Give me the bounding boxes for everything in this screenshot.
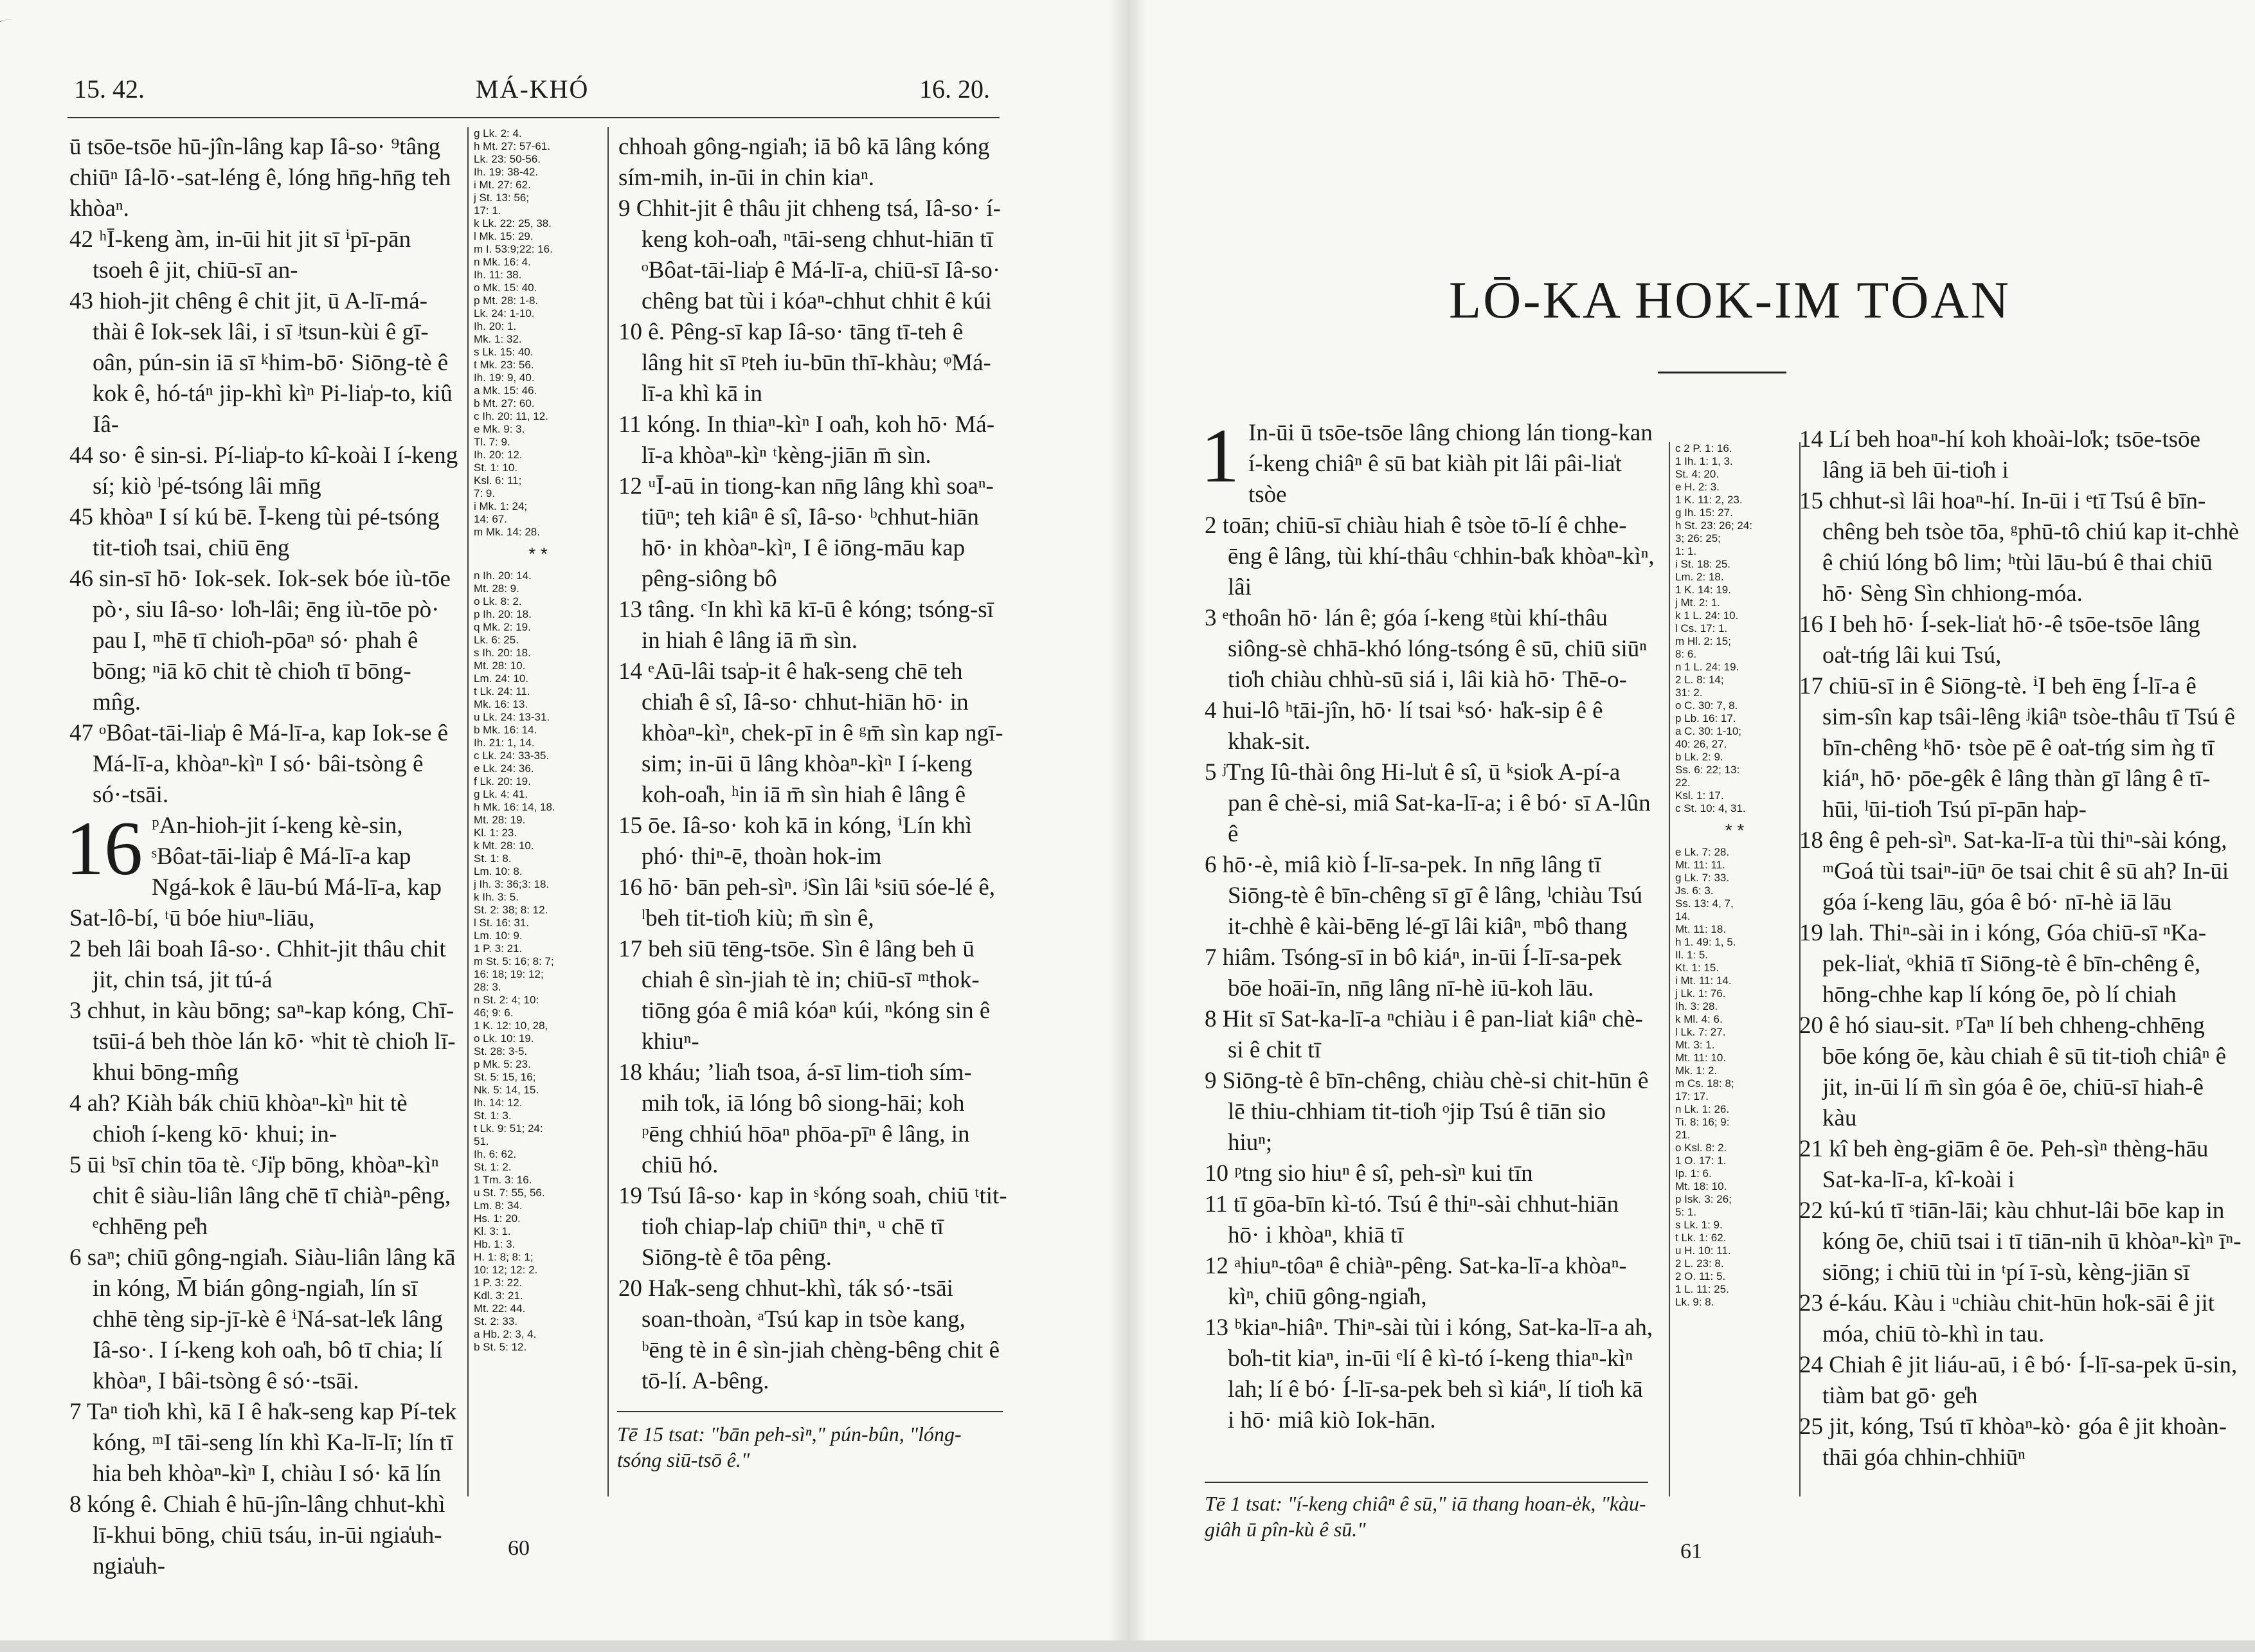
cross-reference: c Ih. 20: 11, 12. [474,410,548,422]
cross-reference: j Lk. 1: 76. [1675,987,1726,1000]
cross-reference: e H. 2: 3. [1675,481,1720,493]
verse: 44 so· ê sin-si. Pí-lia̍p-to kî-koài I í-keng sí; kiò ˡpé-tsóng lâi mn̄g [69,442,458,499]
cross-reference: e Lk. 24: 36. [474,762,534,775]
cross-reference: 17: 17. [1675,1090,1709,1102]
cross-reference: Ih. 20: 1. [474,320,517,332]
verse: 46 sin-sī hō· Iok-sek. Iok-sek bóe iù-tōe pò·, siu Iâ-so· lo̍h-lâi; ēng iù-tōe pò· pau I, ᵐhē tī chio̍h-pōaⁿ só· phah ê bōng; ⁿiā kō chit tè chio̍h tī bōng-mn̂g. [69,566,451,715]
cross-reference: Lm. 2: 18. [1675,571,1724,583]
cross-reference: o Lk. 10: 19. [474,1032,534,1045]
verse: 45 khòaⁿ I sí kú bē. Ī-keng tùi pé-tsóng tit-tio̍h tsai, chiū ēng [69,504,440,561]
verse: 10 ᵖtng sio hiuⁿ ê sî, peh-sìⁿ kui tīn [1205,1160,1533,1187]
cross-reference: Tl. 7: 9. [474,436,510,448]
page-curl [0,19,54,1652]
cross-reference: Kdl. 3: 21. [474,1289,523,1302]
header-left-reference: 15. 42. [74,75,145,103]
cross-reference: 1 Ih. 1: 1, 3. [1675,455,1733,467]
verse: 24 Chiah ê jit liáu-aū, i ê bó· Í-lī-sa-pek ū-sin, tiàm bat gō· ge̍h [1799,1352,2238,1409]
cross-reference: 1 P. 3: 21. [474,942,523,955]
chapter-block [1201,413,1655,510]
verse: 6 saⁿ; chiū gông-ngia̍h. Siàu-liân lâng kā in kóng, M̄ bián gông-ngia̍h, lín sī chhē tèng sip-jī-kè ê ⁱNá-sat-le̍k lâng Iâ-so·. I í-keng koh oa̍h, bô tī chia; lí khòaⁿ, I bâi-tsòng ê só·-tsāi. [69,1244,456,1394]
spine-shadow [1108,0,1128,1640]
cross-reference: m Hl. 2: 15; [1675,635,1731,647]
cross-reference: Hb. 1: 3. [474,1238,516,1250]
cross-reference: Mt. 22: 44. [474,1302,526,1315]
cross-reference: Ih. 19: 38-42. [474,166,539,178]
cross-reference: m Cs. 18: 8; [1675,1077,1734,1090]
verse: 9 Siōng-tè ê bīn-chêng, chiàu chè-si chit-hūn ê lē thiu-chhiam tit-tio̍h ᵒjip Tsú ê tiān sio hiuⁿ; [1205,1068,1649,1156]
section-divider-stars: * * [1725,820,1745,840]
cross-reference: 1 K. 12: 10, 28, [474,1019,548,1032]
verse: ū tsōe-tsōe hū-jîn-lâng kap Iâ-so· ⁹tâng chiūⁿ Iâ-lō·-sat-léng ê, lóng hn̄g-hn̄g teh khòaⁿ. [69,134,451,222]
verse: 13 tâng. ᶜIn khì kā kī-ū ê kóng; tsóng-sī in hiah ê lâng iā m̄ sìn. [618,597,994,654]
cross-reference: j Mt. 2: 1. [1675,597,1720,609]
verse: 43 hioh-jit chêng ê chit jit, ū A-lī-má-thài ê Iok-sek lâi, i sī ʲtsun-kùi ê gī-oân, pún-sin iā sī ᵏhim-bō· Siōng-tè ê kok ê, hó-táⁿ jip-khì kìⁿ Pi-lia̍p-to, kiû Iâ- [69,288,453,438]
cross-reference: s Lk. 1: 9. [1675,1219,1723,1231]
left-cross-references [467,127,609,1496]
right-text-column-2 [1799,424,2243,1626]
cross-reference: g Ih. 15: 27. [1675,507,1733,519]
cross-reference: i Mk. 1: 24; [474,500,528,512]
cross-reference: Lm. 8: 34. [474,1199,523,1212]
cross-reference: Ih. 20: 12. [474,449,523,461]
verse: 2 beh lâi boah Iâ-so·. Chhit-jit thâu chit jit, chin tsá, jit tú-á [69,936,446,993]
cross-reference: j St. 13: 56; [474,192,529,204]
cross-reference: m I. 53:9;22: 16. [474,243,553,255]
verse: In-ūi ū tsōe-tsōe lâng chiong lán tiong-kan í-keng chiâⁿ ê sū bat kiàh pit lâi pâi-lia̍t tsòe [1248,420,1653,508]
left-text-column-2 [618,132,1007,1392]
chapter-number: 1 [1201,413,1239,498]
cross-reference: g Lk. 2: 4. [474,127,522,139]
cross-reference: Lm. 10: 9. [474,929,523,942]
cross-reference: l Cs. 17: 1. [1675,622,1728,634]
cross-reference: m Mk. 14: 28. [474,526,540,538]
cross-reference: 46; 9: 6. [474,1007,514,1019]
verse: 21 kî beh èng-giām ê ōe. Peh-sìⁿ thèng-hāu Sat-ka-lī-a, kî-koài i [1799,1136,2209,1193]
cross-reference: Mt. 11: 10. [1675,1052,1727,1064]
header-book-title: MÁ-KHÓ [476,75,589,103]
cross-reference: s Lk. 15: 40. [474,346,534,358]
cross-reference: Ih. 19: 9, 40. [474,372,535,384]
cross-reference: H. 1: 8; 8: 1; [474,1251,534,1263]
verse: 8 kóng ê. Chiah ê hū-jîn-lâng chhut-khì lī-khui bōng, chiū tsáu, in-ūi ngia̍uh-ngia̍uh- [69,1491,445,1579]
cross-reference: k Lk. 22: 25, 38. [474,217,552,229]
cross-reference: Mt. 28: 10. [474,660,526,672]
chapter-block [66,805,458,934]
cross-reference: Lk. 23: 50-56. [474,153,541,165]
right-page [1128,0,2255,1640]
verse: ᵖAn-hioh-jit í-keng kè-sin, ˢBôat-tāi-lia̍p ê Má-lī-a kap Ngá-kok ê lāu-bú Má-lī-a, kap Sat-lô-bí, ᵗū bóe hiuⁿ-liāu, [69,813,442,931]
cross-reference: St. 1: 8. [474,852,512,865]
cross-reference: l Mk. 15: 29. [474,230,534,242]
header-right-reference: 16. 20. [919,75,990,103]
cross-reference: Lk. 6: 25. [474,634,519,646]
verse: 18 êng ê peh-sìⁿ. Sat-ka-lī-a tùi thiⁿ-sài kóng, ᵐGoá tùi tsaiⁿ-iūⁿ ōe tsai chit ê sū ah? In-ūi góa í-keng lāu, góa ê bó· nī-hè iā lāu [1799,827,2229,915]
cross-reference: h Mk. 16: 14, 18. [474,801,555,813]
cross-reference: Ksl. 1: 17. [1675,789,1724,802]
cross-reference: 28: 3. [474,981,501,993]
cross-reference: 2 L. 8: 14; [1675,674,1724,686]
cross-reference: t Mk. 23: 56. [474,359,534,371]
cross-reference: n St. 2: 4; 10: [474,994,539,1006]
cross-reference: 51. [474,1135,489,1147]
cross-reference: 14: 67. [474,513,507,525]
cross-reference: Mt. 11: 18. [1675,923,1727,935]
cross-reference: Ss. 13: 4, 7, [1675,897,1734,910]
cross-reference: 1 Tm. 3: 16. [474,1174,532,1186]
cross-reference: 21. [1675,1129,1691,1141]
cross-reference: Mt. 28: 19. [474,814,526,826]
cross-reference: i Mt. 11: 14. [1675,974,1732,987]
cross-reference: 5: 1. [1675,1206,1697,1218]
cross-reference: Hs. 1: 20. [474,1212,521,1225]
verse: 14 Lí beh hoaⁿ-hí koh khoài-lo̍k; tsōe-tsōe lâng iā beh ūi-tio̍h i [1799,426,2201,483]
cross-reference: St. 2: 33. [474,1315,518,1327]
verse: 7 Taⁿ tio̍h khì, kā I ê ha̍k-seng kap Pí-tek kóng, ᵐI tāi-seng lín khì Ka-lī-lī; lín tī hia beh khòaⁿ-kìⁿ I, chiàu I só· kā lín [69,1399,457,1487]
cross-reference: Lm. 10: 8. [474,865,523,877]
cross-reference: 7: 9. [474,487,496,499]
verse: 8 Hit sī Sat-ka-lī-a ⁿchiàu i ê pan-lia̍t kiâⁿ chè-si ê chit tī [1205,1006,1643,1063]
cross-reference: St. 5: 15, 16; [474,1071,536,1083]
verse: 20 Ha̍k-seng chhut-khì, ták só·-tsāi soan-thoàn, ᵃTsú kap in tsòe kang, ᵇēng tè in ê sìn-jiah chèng-bêng chit ê tō-lí. A-bêng. [618,1275,1000,1394]
cross-reference: h 1. 49: 1, 5. [1675,936,1736,948]
cross-reference: Mt. 28: 9. [474,582,519,595]
cross-reference: g Lk. 4: 41. [474,788,528,800]
verse: 16 hō· bān peh-sìⁿ. ʲSìn lâi ᵏsiū sóe-lé ê, ˡbeh tit-tio̍h kiù; m̄ sìn ê, [618,874,996,931]
cross-reference: Kl. 1: 23. [474,827,517,839]
cross-reference: p Mt. 28: 1-8. [474,294,539,307]
cross-reference: k Mt. 28: 10. [474,839,534,852]
cross-reference: Il. 1: 5. [1675,949,1709,961]
cross-reference: 22. [1675,777,1691,789]
cross-reference: Nk. 5: 14, 15. [474,1084,539,1096]
verse: 18 kháu; ʼlia̍h tsoa, á-sī lim-tio̍h sím-mih to̍k, iā lóng bô siong-hāi; koh ᵖēng chhiú hōaⁿ phōa-pīⁿ ê lâng, in chiū hó. [618,1059,972,1178]
cross-reference: u St. 7: 55, 56. [474,1187,545,1199]
cross-reference: 10: 12; 12: 2. [474,1264,538,1276]
cross-reference: f Lk. 20: 19. [474,775,531,787]
cross-reference: 1 O. 17: 1. [1675,1154,1727,1167]
cross-reference: o Ksl. 8: 2. [1675,1142,1727,1154]
cross-reference: t Lk. 24: 11. [474,685,530,697]
cross-reference: 31: 2. [1675,687,1703,699]
cross-reference: Mt. 3: 1. [1675,1039,1715,1051]
cross-reference: 1: 1. [1675,545,1697,557]
verse: 11 kóng. In thiaⁿ-kìⁿ I oa̍h, koh hō· Má-lī-a khòaⁿ-kìⁿ ᵗkèng-jiān m̄ sìn. [618,411,995,469]
cross-reference: n Lk. 1: 26. [1675,1103,1730,1115]
cross-reference: t Lk. 9: 51; 24: [474,1122,543,1135]
cross-reference: b Mk. 16: 14. [474,724,537,736]
verse: 16 I beh hō· Í-sek-lia̍t hō·-ê tsōe-tsōe lâng oa̍t-tńg lâi kui Tsú, [1799,611,2200,669]
right-footnote: Tē 1 tsat: "í-keng chiâⁿ ê sū," iā thang hoan-e̍k, "kàu-giâh ū pîn-kù ê sū." [1205,1482,1648,1542]
cross-reference: Js. 6: 3. [1675,884,1714,897]
cross-reference: 2 L. 23: 8. [1675,1257,1724,1270]
cross-reference: a C. 30: 1-10; [1675,725,1742,737]
cross-reference: 1 K. 11: 2, 23. [1675,494,1743,506]
cross-reference: u H. 10: 11. [1675,1244,1731,1257]
title-rule [1658,372,1786,373]
cross-reference: Lk. 9: 8. [1675,1296,1714,1308]
cross-reference: St. 1: 10. [474,462,518,474]
header-rule [67,117,1000,118]
cross-reference: n Mk. 16: 4. [474,256,531,268]
verse: 47 ᵒBôat-tāi-lia̍p ê Má-lī-a, kap Iok-se ê Má-lī-a, khòaⁿ-kìⁿ I só· bâi-tsòng ê só·-tsāi. [69,720,449,808]
cross-reference: St. 1: 3. [474,1109,512,1122]
verse: 9 Chhit-jit ê thâu jit chheng tsá, Iâ-so· í-keng koh-oa̍h, ⁿtāi-seng chhut-hiān tī ᵒBôat-tāi-lia̍p ê Má-lī-a, chiū-sī Iâ-so· chêng bat tùi i kóaⁿ-chhut chhit ê kúi [618,195,1001,314]
left-footnote: Tē 15 tsat: "bān peh-sìⁿ," pún-bûn, "lóng-tsóng siū-tsō ê." [617,1411,1003,1473]
cross-reference: Ti. 8: 16; 9: [1675,1116,1730,1128]
verse: 19 Tsú Iâ-so· kap in ˢkóng soah, chiū ᵗtit-tio̍h chiap-la̍p chiūⁿ thiⁿ, ᵘ chē tī Siōng-tè ê tōa pêng. [618,1183,1007,1271]
cross-reference: 8: 6. [1675,648,1697,660]
spine-shadow [1128,0,1147,1640]
cross-reference: g Lk. 7: 33. [1675,872,1730,884]
verse: 20 ê hó siau-sit. ᵖTaⁿ lí beh chheng-chhēng bōe kóng ōe, kàu chiah ê sū tit-tio̍h chiâⁿ ê jit, in-ūi lí m̄ sìn góa ê ōe, chiū-sī hiah-ê kàu [1799,1012,2227,1131]
cross-reference: 40: 26, 27. [1675,738,1727,750]
cross-reference: Mk. 1: 32. [474,333,522,345]
cross-reference: b Lk. 2: 9. [1675,751,1723,763]
verse: 5 ʲTng Iû-thài ông Hi-lu̍t ê sî, ū ᵏsio̍k A-pí-a pan ê chè-si, miâ Sat-ka-lī-a; i ê bó· sī A-lûn ê [1205,759,1651,847]
cross-reference: Mk. 16: 13. [474,698,528,710]
cross-reference: s Ih. 20: 18. [474,647,531,659]
verse: 3 chhut, in kàu bōng; saⁿ-kap kóng, Chī-tsūi-á beh thòe lán kō· ʷhit tè chio̍h lī-khui bōng-mn̂g [69,998,456,1086]
cross-reference: l St. 16: 31. [474,917,529,929]
cross-reference: 3; 26: 25; [1675,532,1721,544]
verse: 15 chhut-sì lâi hoaⁿ-hí. In-ūi i ᵉtī Tsú ê bīn-chêng beh tsòe tōa, ᵍphū-tô chiú kap it-chhè ê chiú lóng bô lim; ʰtùi lāu-bú ê thai chiū hō· Sèng Sìn chhiong-móa. [1799,488,2240,607]
cross-reference: 14. [1675,910,1691,922]
cross-reference: h Mt. 27: 57-61. [474,140,551,152]
cross-reference: k 1 L. 24: 10. [1675,609,1739,622]
cross-reference: i St. 18: 25. [1675,558,1730,570]
cross-reference: Ih. 6: 62. [474,1148,517,1160]
verse: 10 ê. Pêng-sī kap Iâ-so· tāng tī-teh ê lâng hit sī ᵖteh iu-būn thī-khàu; ᵠMá-lī-a khì kā in [618,319,991,407]
cross-reference: k Ih. 3: 5. [474,891,519,903]
cross-reference: p Isk. 3: 26; [1675,1193,1732,1205]
cross-reference: p Ih. 20: 18. [474,608,532,620]
verse: 42 ʰĪ-keng àm, in-ūi hit jit sī ⁱpī-pān tsoeh ê jit, chiū-sī an- [69,226,411,283]
cross-reference: e Mk. 9: 3. [474,423,525,435]
verse: 7 hiâm. Tsóng-sī in bô kiáⁿ, in-ūi Í-lī-sa-pek bōe hoāi-īn, nn̄g lâng nī-hè iū-koh lāu. [1205,944,1622,1001]
cross-reference: Ip. 1: 6. [1675,1167,1712,1180]
verse: 22 kú-kú tī ˢtiān-lāi; kàu chhut-lâi bōe kap in kóng ōe, chiū tsai i tī tiān-nih ū khòaⁿ-kìⁿ īⁿ-siōng; i chiū tùi in ᵗpí ī-sù, kèng-jiān sī [1799,1198,2242,1286]
cross-reference: a Hb. 2: 3, 4. [474,1328,537,1340]
cross-reference: n 1 L. 24: 19. [1675,661,1739,673]
verse: 25 jit, kóng, Tsú tī khòaⁿ-kò· góa ê jit khoàn-thāi góa chhin-chhiūⁿ [1799,1414,2227,1471]
cross-reference: n Ih. 20: 14. [474,570,532,582]
verse: 6 hō·-è, miâ kiò Í-lī-sa-pek. In nn̄g lâng tī Siōng-tè ê bīn-chêng sī gī ê lâng, ˡchiàu Tsú it-chhè ê kài-bēng lé-gī lâi kiâⁿ, ᵐbô thang [1205,852,1643,940]
verse: 12 ᵘĪ-aū in tiong-kan nn̄g lâng khì soaⁿ-tiūⁿ; teh kiâⁿ ê sî, Iâ-so· ᵇchhut-hiān hō· in khòaⁿ-kìⁿ, I ê iōng-māu kap pêng-siông bô [618,473,994,592]
cross-reference: 1 L. 11: 25. [1675,1283,1729,1295]
left-text-column-1 [66,132,458,1579]
verse: 11 tī gōa-bīn kì-tó. Tsú ê thiⁿ-sài chhut-hiān hō· i khòaⁿ, khiā tī [1205,1191,1619,1248]
cross-reference: c Lk. 24: 33-35. [474,750,550,762]
right-text-column-1 [1201,413,1655,1472]
verse: 4 hui-lô ʰtāi-jîn, hō· lí tsai ᵏsó· ha̍k-sip ê ê khak-sit. [1205,697,1603,755]
cross-reference: Ksl. 6: 11; [474,474,522,487]
cross-reference: j Ih. 3: 36;3: 18. [474,878,550,890]
cross-reference: Ih. 21: 1, 14. [474,737,535,749]
cross-reference: p Lb. 16: 17. [1675,712,1736,724]
verse: 14 ᵉAū-lâi tsa̍p-it ê ha̍k-seng chē teh chia̍h ê sî, Iâ-so· chhut-hiān hō· in khòaⁿ-kìⁿ, chek-pī in ê ᵍm̄ sìn kap ngī-sim; in-ūi ū lâng khòaⁿ-kìⁿ I í-keng koh-oa̍h, ʰin iā m̄ sìn hiah ê lâng ê [618,658,1003,808]
verse: chhoah gông-ngia̍h; iā bô kā lâng kóng sím-mih, in-ūi in chin kiaⁿ. [618,134,990,191]
verse: 13 ᵇkiaⁿ-hiâⁿ. Thiⁿ-sài tùi i kóng, Sat-ka-lī-a ah, bo̍h-tit kiaⁿ, in-ūi ᵉlí ê kì-tó í-keng thiaⁿ-kìⁿ lah; lí ê bó· Í-lī-sa-pek beh sì kiáⁿ, lí tio̍h kā i hō· miâ kiò Iok-hān. [1205,1315,1653,1433]
cross-reference: Mt. 18: 10. [1675,1180,1727,1192]
cross-reference: 16: 18; 19: 12; [474,968,544,980]
verse: 15 ōe. Iâ-so· koh kā in kóng, ⁱLín khì phó· thiⁿ-ē, thoàn hok-im [618,813,973,870]
cross-reference: 2 O. 11: 5. [1675,1270,1726,1282]
verse: 4 ah? Kiàh bák chiū khòaⁿ-kìⁿ hit tè chio̍h í-keng kō· khui; in- [69,1090,408,1147]
cross-reference: Lm. 24: 10. [474,672,529,685]
verse: 12 ᵃhiuⁿ-tôaⁿ ê chiàⁿ-pêng. Sat-ka-lī-a khòaⁿ-kìⁿ, chiū gông-ngia̍h, [1205,1253,1627,1310]
cross-reference: St. 2: 38; 8: 12. [474,904,548,916]
chapter-number: 16 [66,805,143,891]
right-cross-references [1669,442,1801,1496]
cross-reference: a Mk. 15: 46. [474,384,537,397]
cross-reference: 1 K. 14: 19. [1675,584,1731,596]
cross-reference: k Ml. 4: 6. [1675,1013,1723,1025]
cross-reference: St. 1: 2. [474,1161,512,1173]
verse: 23 é-káu. Kàu i ᵘchiàu chit-hūn ho̍k-sāi ê jit móa, chiū tò-khì in tau. [1799,1290,2215,1347]
cross-reference: St. 28: 3-5. [474,1045,528,1057]
section-divider-stars: * * [528,544,548,564]
cross-reference: Kt. 1: 15. [1675,962,1720,974]
book-title: LŌ-KA HOK-IM TŌAN [1449,271,2011,329]
verse: 19 lah. Thiⁿ-sài in i kóng, Góa chiū-sī ⁿKa-pek-lia̍t, ᵒkhiā tī Siōng-tè ê bīn-chêng ê, hōng-chhe kap lí kóng ōe, pò lí chiah [1799,920,2207,1008]
left-page-number: 60 [508,1536,530,1560]
cross-reference: Ih. 3: 28. [1675,1000,1718,1012]
cross-reference: o Mk. 15: 40. [474,282,537,294]
cross-reference: p Mk. 5: 23. [474,1058,531,1070]
cross-reference: Ih. 14: 12. [474,1097,523,1109]
cross-reference: i Mt. 27: 62. [474,179,531,191]
left-page [0,0,1128,1640]
cross-reference: Mk. 1: 2. [1675,1064,1718,1077]
cross-reference: m St. 5: 16; 8: 7; [474,955,554,967]
verse: 5 ūi ᵇsī chin tōa tè. ᶜJi̍p bōng, khòaⁿ-kìⁿ chit ê siàu-liân lâng chē tī chiàⁿ-pêng, ᵉchhēng pe̍h [69,1152,451,1240]
cross-reference: 17: 1. [474,204,501,217]
cross-reference: c St. 10: 4, 31. [1675,802,1746,814]
verse: 2 toān; chiū-sī chiàu hiah ê tsòe tō-lí ê chhe-ēng ê lâng, tùi khí-thâu ᶜchhin-ba̍k khòaⁿ-kìⁿ, lâi [1205,512,1655,600]
cross-reference: b St. 5: 12. [474,1341,527,1353]
cross-reference: Lk. 24: 1-10. [474,307,535,319]
cross-reference: Ss. 6: 22; 13: [1675,764,1740,776]
right-page-number: 61 [1680,1540,1702,1563]
cross-reference: o Lk. 8: 2. [474,595,522,607]
verse: 3 ᵉthoân hō· lán ê; góa í-keng ᵍtùi khí-thâu siông-sè chhā-khó lóng-tsóng ê sū, chiū siūⁿ tio̍h chiàu chhù-sū siá i, lâi kià hō· Thē-o- [1205,605,1647,693]
cross-reference: o C. 30: 7, 8. [1675,699,1738,712]
cross-reference: b Mt. 27: 60. [474,397,535,409]
cross-reference: t Lk. 1: 62. [1675,1232,1727,1244]
cross-reference: q Mk. 2: 19. [474,621,531,633]
verse: 17 chiū-sī in ê Siōng-tè. ⁱI beh ēng Í-lī-a ê sim-sîn kap tsâi-lêng ʲkiâⁿ tsòe-thâu tī Tsú ê bīn-chêng ᵏhō· tsòe pē ê oa̍t-tńg sim ǹg tī kiáⁿ, hō· pōe-gêk ê lâng thàn gī lâng ê tī-hūi, ˡūi-tio̍h Tsú pī-pān ha̍p- [1799,673,2235,823]
cross-reference: 1 P. 3: 22. [474,1277,523,1289]
cross-reference: e Lk. 7: 28. [1675,846,1730,858]
cross-reference: St. 4: 20. [1675,468,1720,480]
cross-reference: Mt. 11: 11. [1675,859,1725,871]
cross-reference: h St. 23: 26; 24: [1675,519,1753,532]
cross-reference: Ih. 11: 38. [474,269,522,281]
cross-reference: c 2 P. 1: 16. [1675,442,1732,454]
cross-reference: u Lk. 24: 13-31. [474,711,550,723]
cross-reference: l Lk. 7: 27. [1675,1026,1726,1038]
cross-reference: Kl. 3: 1. [474,1225,511,1237]
verse: 17 beh siū tēng-tsōe. Sìn ê lâng beh ū chiah ê sìn-jiah tè in; chiū-sī ᵐthok-tiōng góa ê miâ kóaⁿ kúi, ⁿkóng sin ê khiuⁿ- [618,936,991,1055]
